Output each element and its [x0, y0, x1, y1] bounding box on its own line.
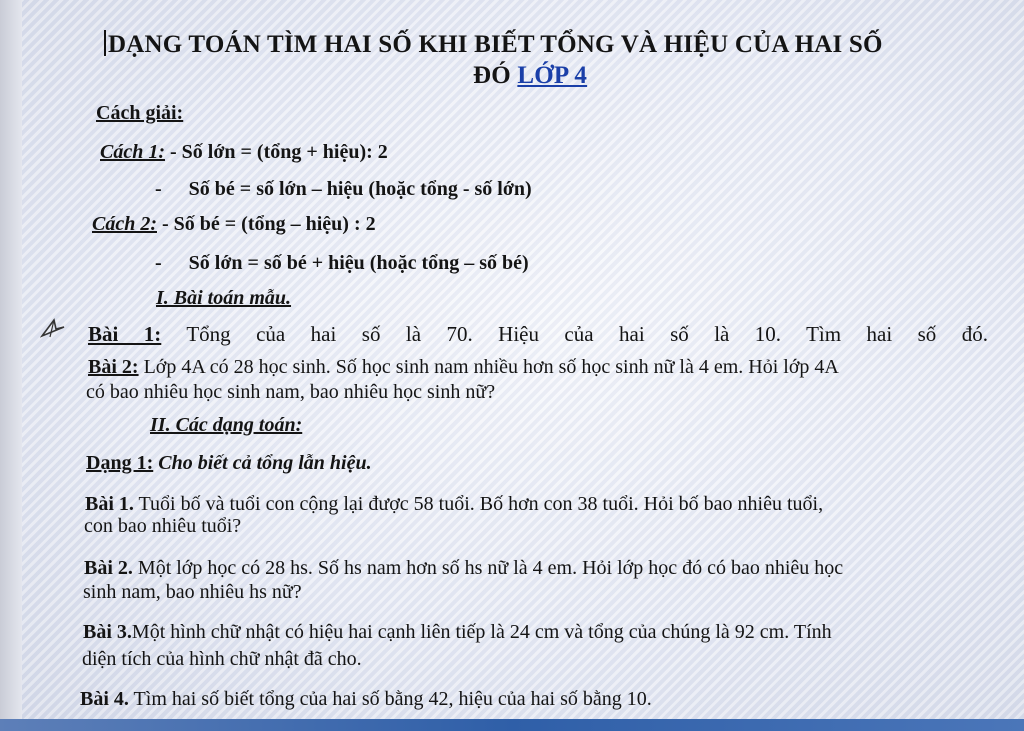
- exercise-3-line2: diện tích của hình chữ nhật đã cho.: [82, 648, 362, 670]
- cursor-arrow-icon: [40, 316, 66, 340]
- doc-title-text: DẠNG TOÁN TÌM HAI SỐ KHI BIẾT TỔNG VÀ HIỆU CỦA HAI SỐ: [108, 31, 883, 58]
- method-way1-line2: [155, 178, 532, 201]
- bullet-dash: -: [155, 252, 162, 274]
- type-1-label: Dạng 1:: [86, 452, 154, 474]
- way1-label: Cách 1:: [100, 141, 165, 163]
- sample-problem-1: [88, 322, 988, 347]
- sample-b2-label: Bài 2:: [88, 356, 139, 378]
- type-1-heading: [86, 452, 372, 475]
- ex1-text: Tuổi bố và tuổi con cộng lại được 58 tuổi. Bố hơn con 38 tuổi. Hỏi bố bao nhiêu tuổi,: [133, 493, 824, 515]
- exercise-2-line2: sinh nam, bao nhiêu hs nữ?: [83, 581, 302, 603]
- exercise-3: [83, 621, 991, 644]
- bullet-dash: -: [155, 178, 162, 200]
- ex3-text: Một hình chữ nhật có hiệu hai cạnh liên tiếp là 24 cm và tổng của chúng là 92 cm. Tính: [131, 621, 832, 643]
- way1-formula2: Số bé = số lớn – hiệu (hoặc tổng - số lớn): [188, 178, 532, 200]
- exercise-1-line2: con bao nhiêu tuổi?: [84, 515, 242, 537]
- type-1-text: Cho biết cả tổng lẫn hiệu.: [153, 452, 372, 474]
- doc-title-prefix: ĐÓ: [473, 62, 511, 89]
- ex4-label: Bài 4.: [80, 688, 129, 710]
- method-way2-line2: [155, 252, 529, 275]
- ex2-text: Một lớp học có 28 hs. Số hs nam hơn số hs nữ là 4 em. Hỏi lớp học đó có bao nhiêu học: [132, 557, 844, 579]
- ex4-text: Tìm hai số biết tổng của hai số bằng 42, hiệu của hai số bằng 10.: [128, 688, 652, 710]
- ex2-label: Bài 2.: [84, 557, 133, 579]
- method-way1: [100, 141, 388, 164]
- exercise-2: [84, 557, 989, 580]
- method-heading: Cách giải:: [96, 102, 184, 124]
- exercise-1: [85, 493, 990, 516]
- way2-formula2: Số lớn = số bé + hiệu (hoặc tổng – số bé): [188, 252, 529, 274]
- doc-title-line1: [104, 30, 883, 59]
- screen-edge: [0, 0, 22, 731]
- sample-problem-2: [88, 356, 988, 379]
- taskbar-strip: [0, 719, 1024, 731]
- ex1-label: Bài 1.: [85, 493, 134, 515]
- doc-title-line2: [473, 62, 587, 90]
- types-heading: II. Các dạng toán:: [150, 414, 303, 436]
- ex3-label: Bài 3.: [83, 621, 132, 643]
- sample-b2-text: Lớp 4A có 28 học sinh. Số học sinh nam nhiều hơn số học sinh nữ là 4 em. Hỏi lớp 4A: [138, 356, 839, 378]
- way2-formula: - Số bé = (tổng – hiệu) : 2: [157, 213, 376, 235]
- sample-b1-label: Bài 1:: [88, 322, 162, 346]
- sample-heading: I. Bài toán mẫu.: [156, 287, 292, 309]
- method-way2: [92, 213, 376, 236]
- way1-formula: - Số lớn = (tổng + hiệu): 2: [165, 141, 388, 163]
- grade-link[interactable]: LỚP 4: [517, 62, 588, 89]
- way2-label: Cách 2:: [92, 213, 157, 235]
- sample-b1-text: Tổng của hai số là 70. Hiệu của hai số là 10. Tìm hai số đó.: [161, 322, 988, 346]
- sample-problem-2-line2: có bao nhiêu học sinh nam, bao nhiêu học sinh nữ?: [86, 381, 496, 403]
- text-cursor: [104, 30, 106, 56]
- exercise-4: [80, 688, 652, 711]
